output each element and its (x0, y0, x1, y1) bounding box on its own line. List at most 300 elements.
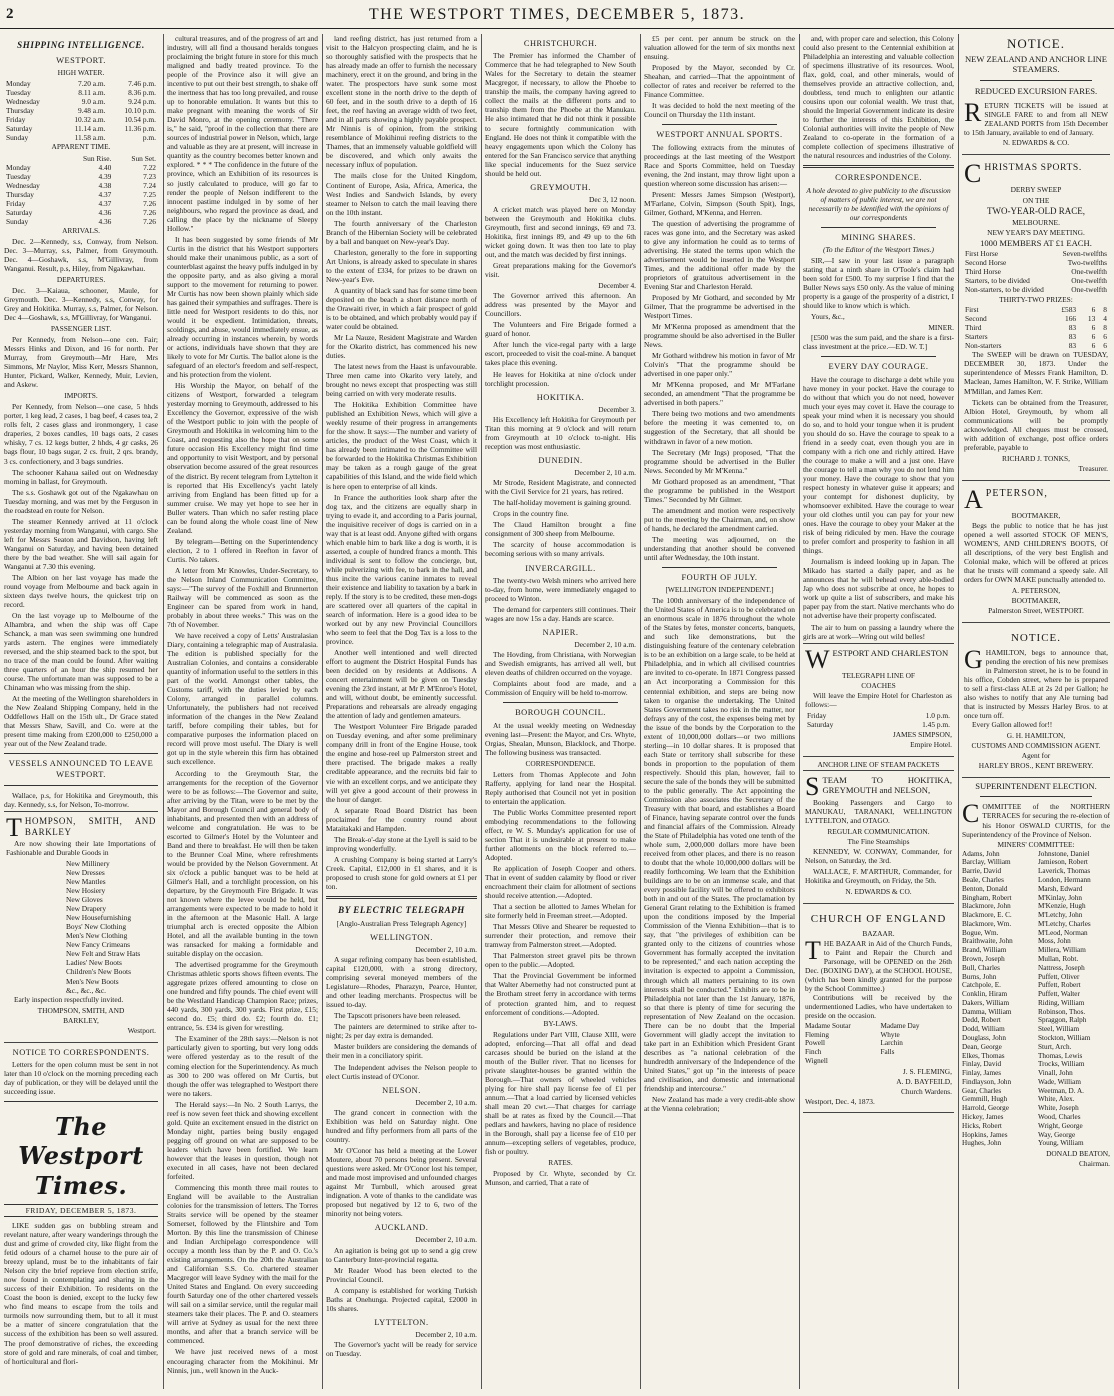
committee-name: Way, George (1038, 1130, 1076, 1139)
news-paragraph: cultural treasures, and of the progress of art and industry, will all find a thousand heralds tongues proclaiming the bright future in store for this much maligned and badly treated province. To the people of the Province also it will give an incentive to put out their best strength, to shake off the inertness that has too long prevailed, and rouse up to honorable emulation. It wants but this to make pregnant with meaning the words of Sir David Monro, at the opening ceremony. "There is," he said, "proof in the collection that there are sources of industrial power in Nelson, which, large and valuable as they are at present, will increase in quantity as the country becomes better known and explored. * * * The confidence in the future of the province, which an Exhibition of its resources is so justly calculated to produce, will go far to render the people of Nelson indifferent to the innocent pastime indulged in by some of her neighbours, who regard the province as dead, and calling the place by the nickname of Sleepy Hollow." (167, 34, 318, 233)
prize-row: Non-starters 83 6 6 (965, 341, 1107, 351)
peterson-addr: Palmerston Street, WESTPORT. (988, 606, 1084, 616)
nelson-heading: NELSON. (382, 1085, 421, 1095)
tsb-sig: THOMPSON, SMITH, AND (37, 1005, 125, 1015)
greymouth-date-2: December 4. (598, 281, 636, 291)
committee-name: Catchpole, E. (962, 981, 1001, 990)
page-number: 2 (6, 6, 14, 22)
auckland-heading: AUCKLAND. (374, 1223, 429, 1233)
committee-name: White, Joseph (1038, 1104, 1079, 1113)
auckland-date: December 2, 10 a.m. (415, 1235, 477, 1245)
committee-name: Gemmill, Hugh (962, 1095, 1008, 1104)
thompson-smith-barkley-ad: THOMPSON, SMITH, AND BARKLEY Are now showing their late Importations of Fashionable and Durable Goods in New Millinery New Dresses New Mantles New Hosiery New Gloves New Drapery New Housefurnishing Boys' New Clothing Men's New Clothing New Fancy Crimeans New Felt and Straw Hats Ladies' New Boots Children's New Boots Men's New Boots &c., &c., &c. Early inspection respectfully invited. THOMPSON, SMITH, AND BARKLEY, Westport. (4, 811, 158, 1043)
sun-row: Monday 4.40 7.22 (6, 162, 156, 172)
nelson-text: The grand concert in connection with the Exhibition was held on Saturday night. One hundred and fifty performers from all parts of the country. (326, 1107, 477, 1144)
tsb-item: Ladies' New Boots (66, 958, 122, 968)
wellington-text-5: The Independent advises the Nelson people to elect Curtis instead of O'Conor. (326, 1062, 477, 1081)
news-paragraph: A quantity of black sand has for some time been deposited on the beach a short distance north of the Orawaiti river, in which a fair prospect of gold is to be obtained, and which probably would pay if water could be obtained. (326, 285, 477, 331)
nelson-date: December 2, 10 a.m. (415, 1097, 477, 1107)
arrivals-heading: ARRIVALS. (62, 225, 100, 235)
bylaws-text: Regulations under Part VIII, Clause XIII, were adopted, enforcing—That all offal and dead carcases should be buried on the island at the mouth of the Buller river. That no licenses for private slaughter-houses be granted within the Borough.—That owners of wheeled vehicles plying for hire shall pay license fee of £1 per annum.—That a load carried by licensed vehicles shall mean 20 cwt.—That charges for carriage shall be at rates as fixed by the Council.—That pedlars and hawkers, having no place of residence in the Borough, shall pay a license fee of £10 per annum—excepting sellers of vegetables, produce, fish or poultry. (485, 1029, 636, 1156)
horse-row: First Horse Seven-twelfths (965, 249, 1107, 259)
superintendent-heading: SUPERINTENDENT ELECTION. (975, 780, 1097, 791)
tsb-item: New Fancy Crimeans (66, 940, 131, 950)
news-paragraph: In France the authorities look sharp after the dog tax, and the citizens are equally sharp in trying to evade it, and according to a Paris journal, the inquisitive receiver of dogs is carried on in a way that is at least odd. Anyone gifted with organs which enable him to bark like a dog is worth, it is asserted, a couple of hundred francs a month. This individual is sent to follow the concierge, but, while pulverizing with fee, to bark in the hall, and thus incite the various canine inmates to reveal their existence and liability to taxation by a bark in reply. If the story is to be credited, these men-dogs are scattered over all quarters of the capital in search of information. Here is a good idea to be worked out by any new Provincial Councillors who seem to feel that the Dog Tax is a loss to the province. (326, 492, 477, 647)
committee-name: Marsh, Edward (1038, 884, 1083, 893)
sun-row: Thursday 4.37 7.25 (6, 189, 156, 199)
exhibition-continued: and, with proper care and selection, this Colony could also present to the Centennial exhibition at Philadelphia an interesting and valuable collection of specimens illustrative of its resources. Wool, flax, gold, coal, and other minerals, would of themselves provide an attractive collection, and, doubtless, tend much to enlighten our atlantic cousins upon our colonial wealth. We trust that, should the Imperial Government indicate its desire to further the interests of this Exhibition, the Colonial authorities will invite the people of New Zealand to co-operate in the formation of a complete collection of specimens illustrative of the natural resources and industries of the Colony. (803, 34, 954, 161)
wellington-text-4: Master builders are considering the demands of their men in a conciliatory spirit. (326, 1042, 477, 1061)
lyttelton-text: The Governor's yacht will be ready for service on Tuesday. (326, 1340, 477, 1359)
news-paragraph: According to the Greymouth Star, the arrangements for the reception of the Governor were to be as follows:—The Governor and suite, after arriving by the Titan, were to be met by the Mayor and Borough Council and general body of inhabitants, and presented then with an address of welcome and congratulation. He was to be escorted to Gilmer's Hotel by the Volunteer and Band and there to breakfast. He will then be taken to the Brunner Coal Mine, where refreshments would be provided by the Nelson Government. At six o'clock a public banquet was to be held at Gilmer's Hall, and a torchlight procession, on his departure, by the Greymouth Fire Brigade. It was not known where the levee would be held, but arrangements were expected to be made to hold it in the afternoon at the Masonic Hall. A large triumphal arch is erected opposite the Albion Hotel, and all the available bunting in the town was ransacked for making a formidable and suitable display on the occasion. (167, 768, 318, 959)
rates-continued (644, 34, 795, 119)
tsb-intro: Are now showing their late Importations of Fashionable and Durable Goods in (6, 839, 156, 858)
prize-row: First £583 6 8 (965, 305, 1107, 315)
horse-row: Non-starters, to be divided One-twelfth (965, 285, 1107, 295)
news-paragraph: We have received a copy of Letts' Australasian Diary, containing a telegraphic map of Australasia. The edition is published specially for the Australian Colonies, and contains a considerable quantity of information useful to the settlers in this part of the world. Amongst other tables, the Customs tariff, with the duties levied by each Colony, arranged in parallel columns. Unfortunately, the publishers had not received information of the changes in the New Zealand tariff, before compiling their tables, but for comparative purposes the information placed on record will prove most useful. The Diary is well got up in the style wherein this firm has obtained such excellence. (167, 631, 318, 767)
sports-paragraph: Proposed by Mr Gothard, and seconded by Mr Gilmer, That the programme be advertised in the Westport Times. (644, 293, 795, 321)
invercargill-text-2: The demand for carpenters still continues. Their wages are now 15s a day. Hands are scarce. (485, 604, 636, 623)
dunedin-text: Mr Strode, Resident Magistrate, and connected with the Civil Service for 21 years, has retired. (485, 478, 636, 497)
sun-table (4, 154, 158, 226)
july-heading: FOURTH OF JULY. (681, 572, 758, 582)
prize-row: Second 166 13 4 (965, 314, 1107, 324)
sports-paragraph: Present: Messrs James Simpson (Westport), M'Farlane, Colvin, Simpson (South Spit), Ings, Gilmer, Gothard, M'Kenna, and Herren. (644, 189, 795, 217)
committee-name: Brown, Joseph (962, 954, 1005, 963)
invercargill-heading: INVERCARGILL. (525, 563, 596, 573)
courage-text: Have the courage to discharge a debt while you have money in your pocket. Have the courage to do without that which you do not need, however much your eyes may covet it. Have the courage to speak your mind when it is necessary you should do so, and to hold your tongue when it is prudent you should do so. Have the courage to speak to a friend in a seedy coat, even though you are in company with a rich one and richly attired. Have the courage to make a will and a just one. Have the courage to tell a man why you do not lend him your money. Have the courage to show that you respect honesty in whatever guise it appears; and your contempt for dishonest duplicity, by whomsoever exhibited. Have the courage to wear your old clothes until you can pay for your new ones. Have the courage to obey your Maker at the risk of being ridiculed by men. Have the courage to prefer comfort and prosperity to fashion in all things. (803, 374, 954, 556)
coach-ad: WESTPORT AND CHARLESTON TELEGRAPH LINE OF COACHES Will leave the Empire Hotel for Charleston as follows:— Friday 1.0 p.m. Saturday 1.45 p.m. JAMES SIMPSON, Empire Hotel. (803, 643, 954, 757)
committee-name: Hopkins, James (962, 1130, 1008, 1139)
mining-paragraphs (803, 256, 954, 321)
steam-wallace: WALLACE, F. M'ARTHUR, Commander, for Hokitika and Greymouth, on Friday, the 5th. (805, 867, 952, 886)
laundry-text: The air to hum on passing a laundry where the girls are at work—Wring out wild belles! (803, 622, 954, 641)
committee-name: Steel, William (1038, 1025, 1080, 1034)
rates-paragraph: £5 per cent. per annum be struck on the valuation allowed for the term of six months next ensuing. (644, 34, 795, 62)
sports-paragraph: There being two motions and two amendments before the meeting it was cemented to, on suggestion of the Secretary, that all should be withdrawn in favor of a new motion. (644, 409, 795, 446)
passenger-heading: PASSENGER LIST. (50, 324, 112, 334)
committee-name: Hickey, James (962, 1113, 1004, 1122)
departures-heading: DEPARTURES. (56, 274, 106, 284)
committee-name: M'Kinlay, John (1038, 893, 1082, 902)
news-paragraph: The s.s. Goshawk got out of the Ngakawhau on Tuesday morning, and was met by the Ferguson in the roadstead en route for Nelson. (4, 487, 158, 515)
napier-text-2: Complaints about food are made, and a Commission of Enquiry will be held to-morrow. (485, 679, 636, 698)
committee-name: Nattress, Joseph (1038, 963, 1085, 972)
departures-text: Dec. 3—Kaiaua, schooner, Maule, for Greymouth. Dec. 3—Kennedy, s.s, Conway, for Grey and Hokitika. Murray, s.s, Palmer, for Nelson. Dec 4—Goshawk, s.s, M'Gillivray, for Wanganui. (4, 285, 158, 323)
wellington-text: A sugar refining company has been established, capital £120,000, with a strong directory, comprising several moneyed members of the Legislature—Rhodes, Pharazyn, Pearce, Hunter, and other leading merchants. Prospectus will be issued to-day. (326, 955, 477, 1010)
committee-name: Mullan, Robt. (1038, 954, 1079, 963)
vessels-text: Wallace, p.s, for Hokitika and Greymouth, this day. Kennedy, s.s, for Nelson, To-morrow. (4, 790, 158, 809)
anchor-line-steamers: NEW ZEALAND AND ANCHOR LINE STEAMERS. (964, 53, 1108, 75)
tsb-item: New Housefurnishing (66, 913, 132, 923)
borough-paragraphs (485, 770, 636, 1017)
committee-name: Burns, John (962, 972, 997, 981)
tsb-item: Boys' New Clothing (66, 922, 127, 932)
leader-text: LIKE sudden gas on bubbling stream and revelant nature, after weary wanderings through the dust and grime of crowded city, like flight from the fetid odours of a charnel house to the pure air of breezy upland, must be to the inhabitants of fair Nelson city the brief reprieve from election strife, now found in contemplating and sharing in the success of their Exhibition. To residents on the Coast the boon is denied, except to the lucky few who find means to escape from the toils and turmoils now surrounding them, but to all it must be a matter of sincere congratulation that the success of the exhibition has been so well assured. The proof demonstrative of riches, the exceeding store of gold and rare minerals, of coal and timber, of horticultural and flori- (4, 1221, 158, 1366)
committee-name: Finlay, David (962, 1060, 1002, 1069)
sports-paragraph: The following extracts from the minutes of proceedings at the last meeting of the Westport Race and Sports Committee, held on Tuesday evening, the 2nd instant, may throw light upon a question whereon some discussion has arisen:— (644, 142, 795, 188)
committee-name: Douglass, John (962, 1034, 1006, 1042)
bazaar-contrib: Contributions will be received by the undermentioned Ladies, who have undertaken to preside on the occasion. (805, 992, 952, 1020)
tsb-item: Men's New Clothing (66, 931, 128, 941)
bazaar-head: CHURCH OF ENGLAND (810, 913, 947, 926)
lady-name: Madame Day (880, 1021, 920, 1030)
sports-paragraph: The question of advertising the programme of races was gone into, and the Secretary was asked to give any information he could as to terms of advertising. He stated the terms upon which the advertisement would be inserted in the Westport Times, and the additional offer made by the proprietors of gratuitous advertisement in the Evening Star and Charleston Herald. (644, 218, 795, 291)
sports-paragraph: The amendment and motion were respectively put to the meeting by the Chairman, and, on show of hands, he declared the amendment carried. (644, 505, 795, 533)
notice-2: NOTICE. (1010, 632, 1062, 645)
sun-row: Sunday 4.36 7.26 (6, 216, 156, 226)
high-water-row: Tuesday 8.11 a.m. 8.36 p.m. (6, 88, 156, 98)
news-paragraph: The advertised programme for the Greymouth Christmas athletic sports shows fifteen events. The aggregate prizes offered amounting to close on one hundred and fifty pounds. The chief event will be the Westland Handicap Champion Race; prizes, 440 yards, 300 yards, 300 yards. First prize, £15; second do. £5; third do. £2; fourth do. £1; entrance, 5s. £34 is given for wrestling. (167, 960, 318, 1033)
committee-name: London, Hermann (1038, 875, 1091, 884)
news-paragraph: The Albion on her last voyage has made the round voyage from Melbourne and back again in sixteen days twelve hours, the quickest trip on record. (4, 572, 158, 609)
tonks-sig: RICHARD J. TONKS, (1002, 453, 1070, 463)
auckland-text-2: Mr Reader Wood has been elected to the Provincial Council. (326, 1265, 477, 1284)
coach-row: Friday 1.0 p.m. (807, 710, 950, 720)
lady-name: Madame Soutar (805, 1021, 851, 1030)
bazaar-sig2: A. D. BAYFEILD, (896, 1076, 952, 1086)
hokitika-heading: HOKITIKA. (536, 392, 585, 402)
committee-name: Laverick, Thomas (1038, 867, 1091, 876)
greymouth-text-3: The Governor arrived this afternoon. An address was presented by the Mayor and Councillors. (485, 291, 636, 319)
steam-fine: The Fine Steamships (847, 836, 910, 846)
news-paragraph: Charleston, generally to the fore in supporting Art Unions, is already asked to speculate in shares to the extent of £334, for prizes to be drawn on New-year's Eve. (326, 247, 477, 284)
christchurch-heading: CHRISTCHURCH. (523, 39, 598, 48)
sports-paragraph: The Secretary (Mr Ings) proposed, "That the programme should be advertised in the Buller News. Seconded by Mr M'Kenna." (644, 447, 795, 475)
sun-row: Tuesday 4.39 7.23 (6, 171, 156, 181)
prizes-heading: THIRTY-TWO PRIZES: (999, 295, 1073, 305)
tsb-early: Early inspection respectfully invited. (14, 994, 124, 1004)
coach-head: ESTPORT AND CHARLESTON (832, 647, 949, 658)
committee-name: Stockton, William (1038, 1034, 1091, 1042)
committee-name: Wright, George (1038, 1121, 1083, 1130)
on-the: ON THE (1022, 195, 1050, 205)
customs-agent: CUSTOMS AND COMMISSION AGENT. (971, 740, 1101, 750)
news-paragraph: At the meeting of the Wellington shareholders in the New Zealand Shipping Company, held in the Oddfellows Hall on the 15th ult., Dr Grace stated that Messrs Shaw, Savill, and Co. were at the present time making from £200,000 to £250,000 a year out of the New Zealand trade. (4, 694, 158, 749)
committee-name: Dean, George (962, 1042, 1002, 1051)
return-ticket-ad: RETURN TICKETS will be issued at SINGLE FARE to and from all NEW ZEALAND PORTS from 15th December to 15th January, available to end of January. N. EDWARDS & CO. (962, 97, 1110, 155)
bazaar-date: Westport, Dec. 4, 1873. (805, 1096, 875, 1106)
column-3-paragraphs (326, 34, 477, 891)
greymouth-text-2: Great preparations making for the Governor's visit. (485, 261, 636, 280)
napier-text: The Hovding, from Christiana, with Norwegian and Swedish emigrants, has arrived all well, but eleven deaths of children occurred on the voyage. (485, 650, 636, 678)
issue-date: FRIDAY, DECEMBER 5, 1873. (4, 1204, 158, 1217)
sports-paragraph: Mr Gothard proposed as an amendment, "That the programme be published in the Westport Times." Seconded by Mr Gilmer. (644, 476, 795, 504)
column-3 (326, 34, 477, 1389)
committee-name: Findlayson, John (962, 1077, 1012, 1086)
sports-paragraph: Mr M'Kenna proposed as amendment that the programme should be also advertised in the Buller News. (644, 322, 795, 350)
committee-name: Benton, Donald (962, 884, 1008, 893)
tsb-item: New Gloves (66, 895, 103, 905)
tsb-item-list (6, 859, 156, 994)
lady-name: Wignell (805, 1057, 828, 1065)
mining-heading: MINING SHARES. (841, 232, 916, 242)
news-paragraph: A letter from Mr Knowles, Under-Secretary, to the Nelson Inland Communication Committee, says:—"The survey of the Foxhill and Brunnerton Railway will be commenced as soon as the Engineer can be spared from work in hand, probably in about three weeks." This was on the 7th of November. (167, 565, 318, 629)
committee-name: Young, William (1038, 1139, 1084, 1148)
news-paragraph: Another well intentioned and well directed effort to augment the District Hospital Funds has been decided on by residents at Addisons. A concert entertainment will be given on Tuesday evening the 23rd instant, at Mr P. M'Enroe's Hotel, and will, without doubt, be eminently successful. Preparations and rehearsals are already engaging the attention of lady and gentlemen amateurs. (326, 648, 477, 721)
tsb-place: Westport. (127, 1025, 156, 1035)
sports-paragraph: The meeting was adjourned, on the understanding that another should be convened until after Wednesday, the 10th instant. (644, 534, 795, 562)
greymouth-text-4: The Volunteers and Fire Brigade formed a guard of honor. (485, 320, 636, 339)
committee-name: Bull, Charles (962, 963, 1000, 972)
news-paragraph: The mails close for the United Kingdom, Continent of Europe, Asia, Africa, America, the West Indies and Sandwich Islands, by every steamer to Nelson to catch the mail leaving there on the 10th instant. (326, 171, 477, 217)
rates-heading: RATES. (548, 1158, 573, 1168)
bazaar-ad: CHURCH OF ENGLAND BAZAAR. THE BAZAAR in Aid of the Church Funds, to Paint and Repair the Church and Parsonage, will be OPENED on the 26th Dec. (BOXING DAY), at the SCHOOL HOUSE, (which has been kindly granted for the purpose by the School Committee.) Contributions will be received by the undermentioned Ladies, who have undertaken to preside on the occasion. Madame Soutar Fleming Powell Finch Wignell Madame Day Whyte Larchin Falls J. S. FLEMING, A. D. BAYFEILD, Church Wardens. Westport, Dec. 4, 1873. (803, 907, 954, 1113)
sweep-tickets: Tickets can be obtained from the Treasurer, Albion Hotel, Greymouth, by whom all communications will be promptly acknowledged. All cheques must be crossed, with addition of exchange, post office orders preferable, payable to (964, 397, 1108, 452)
christmas-sports-ad: CHRISTMAS SPORTS. DERBY SWEEP ON THE TWO-YEAR-OLD RACE, MELBOURNE. NEW YEAR'S DAY MEETING. 1000 MEMBERS AT £1 EACH. First Horse Seven-twelfths Second Horse Two-twelfths Third Horse One-twelfth Starters, to be divided One-twelfth Non-starters, to be divided One-twelfth THIRTY-TWO PRIZES: First £583 6 8 Second 166 13 4 Third 83 6 8 Starters 83 6 6 Non-starters 83 6 6 The SWEEP will be drawn on TUESDAY, DECEMBER 30, 1873. Under the superintendence of Messrs Frank Hamilton, D. Maclean, James Hamilton, W. F. Strike, William M'Millan, and James Kerr. Tickets can be obtained from the Treasurer, Albion Hotel, Greymouth, by whom all communications will be promptly acknowledged. All cheques must be crossed, with addition of exchange, post office orders preferable, payable to RICHARD J. TONKS, Treasurer. (962, 158, 1110, 480)
tsb-item: New Millinery (66, 859, 110, 869)
apparent-time-heading: APPARENT TIME. (51, 142, 111, 152)
greymouth-text: A cricket match was played here on Monday between the Greymouth and Hokitika clubs. Greymouth, first and second innings, 69 and 73. Hokitika, first innings 89, and 49 up to the 6th wicket going down. It was then too late to play out, and the match was decided by first innings. (485, 204, 636, 260)
telegraph-heading: BY ELECTRIC TELEGRAPH (338, 904, 465, 915)
high-water-row: Saturday 11.14 a.m. 11.36 p.m. (6, 124, 156, 134)
correspondence-heading: CORRESPONDENCE. (835, 173, 922, 183)
lady-name: Finch (805, 1048, 822, 1057)
borough-paragraph: That the Provincial Government be informed that Walter Abernethy had not constructed punt at the Brotham street ferry in accordance with terms of protection granted him, and to request enforcement of conditions.—Adopted. (485, 971, 636, 1017)
news-paragraph: It has been suggested by some friends of Mr Curtis in the district that his Westport supporters should make their unanimous public, as a sort of counterblast against the heavy puffs indulged in by the opposite party, and as also giving a moral support to the movement for returning to power. Mr Curtis has now been shown plainly which side has gained their sympathies and suffrages. There is little need for Westport residents to do this, nor would it be expedient. Intimidation, threats, scoldings, and abuse, would immediately ensue, as already occurring in instances wherein, by words or actions, individuals have shown that they are likely to vote for Mr Curtis. The ballot alone is the safeguard of an elector's freedom and self-respect, and his protection from the violent. (167, 234, 318, 380)
high-water-row: Sunday 11.58 a.m. p.m. (6, 133, 156, 143)
high-water-row: Friday 10.32 a.m. 10.54 p.m. (6, 115, 156, 125)
bylaws-heading: BY-LAWS. (543, 1018, 578, 1028)
news-paragraph: Commencing this month three mail routes to England will be available to the Australian colonies for the transmission of letters. The Torres Straits service will be opened by the steamer Somerset, followed by the Flintshire and Tom Morton. By this line the transmission of Chinese and Indian Archipelago correspondence will occupy a month less than by the P. and O. Co.'s existing arrangements. On the 20th the Australian and Californian S.S. Co. chartered steamer Macgregor will leave Sydney with the mail for the United States and England. On every succeeding fourth Saturday one of the other chartered vessels will sail on a similar service, until the regular mail steamers take their places. The P. and O. steamers will arrive at Sydney as usual for the next three months, and after that a branch service will be commenced. (167, 1182, 318, 1346)
column-rule (799, 34, 800, 1389)
anchor-line-heading: ANCHOR LINE OF STEAM PACKETS (817, 759, 940, 769)
july-source: [WELLINGTON INDEPENDENT.] (665, 585, 774, 595)
dunedin-text-4: The Claud Hamilton brought a fine consignment of 300 sheep from Melbourne. (485, 520, 636, 539)
wellington-text-2: The Tapscott prisoners have been released. (334, 1011, 461, 1021)
column-6 (803, 34, 954, 1389)
steam-regular: REGULAR COMMUNICATION. (827, 826, 930, 836)
column-rule (481, 34, 482, 1389)
borough-text: At the usual weekly meeting on Wednesday evening last—Present: the Mayor, and Crs. Whyte, Orgias, Shealan, Munson, Blacklock, and Thorpe. The following business was transacted. (485, 720, 636, 757)
tsb-item: New Hosiery (66, 886, 106, 896)
steam-kennedy: KENNEDY, W. CONWAY, Commander, for Nelson, on Saturday, the 3rd. (805, 847, 952, 866)
greymouth-heading: GREYMOUTH. (530, 182, 591, 192)
greymouth-date: Dec 3, 12 noon. (588, 194, 636, 204)
port-heading: WESTPORT. (56, 55, 106, 65)
committee-name: Dodd, William (962, 1025, 1005, 1034)
sweep-drawn: The SWEEP will be drawn on TUESDAY, DECEMBER 30, 1873. Under the superintendence of Messrs Frank Hamilton, D. Maclean, James Hamilton, W. F. Strike, William M'Millan, and James Kerr. (964, 350, 1108, 396)
high-water-table (4, 79, 158, 142)
news-paragraph: We have just received news of a most encouraging character from the Mokihinui. Mr Ninnis, jun., well known in the Auck- (167, 1347, 318, 1375)
coach-line: Will leave the Empire Hotel for Charleston as follows:— (805, 690, 952, 709)
peterson-sig2: BOOTMAKER, (1011, 596, 1061, 606)
high-water-row: Monday 7.20 a.m. 7.46 p.m. (6, 79, 156, 89)
committee-name: Robinson, Thos. (1038, 1007, 1086, 1016)
borough-paragraph: Re application of Joseph Cooper and others. That in event of sudden calamity by flood or river encroachment their claim for allotment of sections should receive attention.—Adopted. (485, 864, 636, 901)
mining-note: [£500 was the sum paid, and the share is a first-class investment at the price.—ED. W. T.] (803, 333, 954, 352)
imports-heading: IMPORTS. (64, 391, 98, 401)
news-paragraph: On the last voyage up to Melbourne of the Alhambra, and when the ship was off Cape Schanck, a man was seen swimming one hundred yards astern. The engines were immediately reversed, and the ship steamed back to the spot, but no trace of the man could be found. After waiting three quarters of an hour the ship resumed her course. The unfortunate man was supposed to be a Chinaman who was missing from the ship. (4, 611, 158, 693)
news-paragraph: The Break-o'-day stone at the Lyell is said to be improving wonderfully. (326, 834, 477, 853)
peterson-ad: APETERSON, BOOTMAKER, Begs the public to notice that he has just opened a well assorted STOCK OF MEN'S, WOMEN'S, AND CHILDREN'S BOOTS, Of all descriptions, of the very best English and Colonial make, which will be offered at prices that he trusts will command a speedy sale. All orders for OWN MAKE punctually attended to. A. PETERSON, BOOTMAKER, Palmerston Street, WESTPORT. (962, 484, 1110, 623)
tsb-item: New Dresses (66, 868, 105, 878)
nelson-text-2: Mr O'Conor has held a meeting at the Lower Moutere, about 70 persons being present. Several questions were asked. Mr O'Conor lost his temper, and made most improvised and unfounded charges against Mr Turnbull, which aroused great indignation. A vote of thanks to the candidate was proposed but negatived by 12 to 6, two of the minority not being voters. (326, 1145, 477, 1219)
bazaar-role: Church Wardens. (901, 1086, 952, 1096)
sports-paragraph: Mr M'Kenna proposed, and Mr M'Farlane seconded, an amendment "That the programme be advertised in both papers." (644, 380, 795, 408)
sports-paragraphs (644, 143, 795, 562)
dunedin-text-2: The half-holiday movement is gaining ground. (493, 498, 631, 508)
committee-name: Harrold, George (962, 1104, 1009, 1113)
column-rule (322, 34, 323, 1389)
greymouth-text-5: After lunch the vice-regal party with a large escort, proceeded to visit the coal-mine. A banquet takes place this evening. (485, 340, 636, 368)
sun-row: Sun Rise. Sun Set. (83, 153, 156, 163)
committee-name: Spraggon, Ralph (1038, 1016, 1087, 1025)
dunedin-text-5: The scarcity of house accommodation is becoming serious with so many arrivals. (485, 540, 636, 559)
two-year: TWO-YEAR-OLD RACE, (987, 205, 1085, 216)
committee-name: Weetman, D. A. (1038, 1086, 1084, 1095)
steam-sub: Booking Passengers and Cargo to MANUKAU, TARANAKI, WELLINGTON LYTTELTON, and OTAGO. (805, 797, 952, 825)
horse-row: Second Horse Two-twelfths (965, 258, 1107, 268)
committee-name: Puffett, Robert (1038, 981, 1081, 990)
bazaar-text: HE BAZAAR in Aid of the Church Funds, to Paint and Repair the Church and Parsonage, will be OPENED on the 26th Dec. (BOXING DAY), at the SCHOOL HOUSE, (which has been kindly granted for the purpose by the School Committee.) (805, 938, 952, 993)
news-paragraph: The schooner Kahaua sailed out on Wednesday morning in ballast, for Greymouth. (4, 467, 158, 486)
column-rule (958, 34, 959, 1389)
high-water-row: Wednesday 9.0 a.m. 9.24 p.m. (6, 97, 156, 107)
beaton-sig: DONALD BEATON, (1046, 1149, 1110, 1159)
july-paragraphs (644, 596, 795, 1113)
mining-to: (To the Editor of the Westport Times.) (823, 245, 934, 255)
shipping-paragraphs (4, 468, 158, 749)
rates-paragraph: Proposed by the Mayor, seconded by Cr. Sheahan, and carried—That the appointment of collector of rates and receiver be referred to the Finance Committee. (644, 63, 795, 100)
prize-row: Starters 83 6 6 (965, 332, 1107, 342)
committee-name: Damma, William (962, 1007, 1012, 1016)
committee-name: Bingham, Robert (962, 893, 1012, 902)
steam-ad: STEAM TO HOKITIKA, GREYMOUTH and NELSON, Booking Passengers and Cargo to MANUKAU, TARANAKI, WELLINGTON LYTTELTON, and OTAGO. REGULAR COMMUNICATION. The Fine Steamships KENNEDY, W. CONWAY, Commander, for Nelson, on Saturday, the 3rd. WALLACE, F. M'ARTHUR, Commander, for Hokitika and Greymouth, on Friday, the 5th. N. EDWARDS & CO. (803, 770, 954, 904)
news-paragraph: A crushing Company is being started at Larry's Creek. Capital, £12,000 in £1 shares, and it is proposed to crush stone for gold owners at £1 per ton. (326, 854, 477, 891)
committee-name: Vinall, John (1038, 1069, 1073, 1078)
notice-heading: NOTICE. (1007, 36, 1065, 51)
peterson-sig: A. PETERSON, (1011, 586, 1061, 596)
committee-name: Jamieson, Robert (1038, 858, 1088, 867)
christchurch-text: The Premier has informed the Chamber of Commerce that he had telegraphed to New South Wales for the Secretary to detain the steamer Macgregor, if necessary, to allow the Phoebe to tranship the mails, the company having agreed to collect the mails at the different ports and to tranship them from the Phoebe at the Manukau. He also intimated that he did not think it possible to secure fortnightly communication with England. He does not think it compatible with the heavy engagements upon which the Colony has entered for the San Francisco service that anything like special inducements for the Suez service should be held out. (485, 51, 636, 178)
committee-name: Blackmore, Wm. (962, 919, 1012, 928)
committee-name: Johnstone, Daniel (1038, 849, 1090, 858)
agent-for: Agent for (1021, 750, 1051, 760)
horse-row: Starters, to be divided One-twelfth (965, 276, 1107, 286)
lady-name: Larchin (880, 1039, 903, 1048)
sports-paragraph: Mr Gothard withdrew his motion in favor of Mr Colvin's "That the programme should be advertised in one paper only." (644, 351, 795, 379)
committee-name: Elkes, Thomas (962, 1051, 1005, 1060)
committee-name: Riding, William (1038, 998, 1085, 1007)
chairman: Chairman. (1079, 1159, 1110, 1169)
news-paragraph: land reefing district, has just returned from a visit to the Halcyon prospecting claim, and he is so thoroughly satisfied with the prospects that he has already made an offer to furnish the necessary machinery, erect it on the ground, and bring in the water. The prospectors have sunk some most excellent stone in the north drive to the depth of 60 feet, and in the south drive to a depth of 16 feet, the reef having an average width of two feet, and in all parts showing a highly payable prospect. Mr Ninnis is of opinion, from the striking resemblance of Mokihinui reefing districts to the Thames, that an immensely valuable goldfield will be discovered, and which only awaits the necessary influx of population. (326, 34, 477, 170)
news-paragraph: The Herald says:—In No. 2 South Larrys, the reef is now seven feet thick and showing excellent gold. Quite an excitement ensued in the district on Monday night, parties being busily engaged pegging off ground on what are supposed to be leaders which have been fortified. We learn however that the leases in question, though not executed in all cases, have not been declared forfeited. (167, 1099, 318, 1181)
lady-name: Fleming (805, 1030, 829, 1039)
tsb-name: HOMPSON, SMITH, AND BARKLEY (24, 816, 156, 837)
borough-paragraph: That Messrs Olive and Shearer be requested to surrender their protection, and remove their tramway from Palmerston street.—Adopted. (485, 922, 636, 950)
column-2-paragraphs (167, 34, 318, 1375)
dunedin-heading: DUNEDIN. (538, 455, 583, 465)
committee-name: M'Letchy, John (1038, 911, 1083, 920)
committee-name: Blackmore, John (962, 902, 1011, 911)
july-paragraph: The 100th anniversary of the independence of the United States of America is to be celebrated on an enormous scale in 1876 throughout the whole of the States by fetes, monster concerts, banquets, and such like demonstrations, but the distinguishing feature of the centenary celebration is to be an exhibition on a large scale, to be held at Philadelphia, and in which all civilised countries are invited to co-operate. In 1871 Congress passed an Act incorporating a Commission for this centennial exhibition, and steps are being now taken to organise the undertaking. The United States Government takes no risk in the matter, nor defrays any of the cost, the expenses being met by the issue of the bonds by the Corporation to the extent of 10,000,000 dollars—or two millions sterling—in 10 dollar shares. It is proposed that each State or territory shall subscribe for these bonds in proportion to the population of them respectively. Should this plan, however, fail to secure the sale of the bonds they will be submitted to the public generally. The Act appointing the Commission also associates the Secretary of the Treasury with that board, and establishes a Board of Finance, having separate control over the funds and financial affairs of the Commission. Already the State of Philadelphia has voted one tenth of the whole sum, 2,000,000 dollars more have been received from other places, and there is no reason to doubt that the whole 10,000,000 dollars will be readily forthcoming. We learn that the Exhibition buildings are to be on an immense scale, and that every possible facility will be offered to exhibitors both in and out of the States. The proclamation by General Grant relating to the Exhibition is framed upon the conditions imposed by the Imperial Commission of the Vienna Exhibition—that is to say, that "the privileges of exhibition can be granted only to the citizens of countries whose Government has formally accepted the invitation to be represented," and each nation accepting the invitation is expected to appoint a Commission, through which all matters pertaining to its own interests shall be conducted." Exhibits are to be in Philadelphia not later than the 1st January, 1876, so that there is plenty of time for securing the representation of New Zealand on the occasion. There can be no doubt that the Imperial Government will gladly accept the invitation to take part in an Exhibition which President Grant describes as "a national celebration of the hundredth anniversary of the Independence of the United States," got up "in the interests of peace and civilisation, and domestic and international friendship and intercourse." (644, 596, 795, 1093)
committee-name: Barclay, William (962, 858, 1011, 867)
steam-head: TEAM TO HOKITIKA, GREYMOUTH and NELSON, (822, 774, 952, 796)
sun-row: Friday 4.37 7.26 (6, 198, 156, 208)
greymouth-text-6: He leaves for Hokitika at nine o'clock under torchlight procession. (485, 369, 636, 388)
prize-table (964, 305, 1108, 350)
borough-heading: BOROUGH COUNCIL. (515, 708, 606, 718)
borough-paragraph: That a section be allotted to James Whelan for site formerly held in Freeman street.—Adopted. (485, 902, 636, 921)
column-rule (163, 34, 164, 1389)
hokitika-text: His Excellency left Hokitika for Greymouth per Titan this morning at 9 o'clock and will return from Greymouth at 10 o'clock to-night. His reception was most enthusiastic. (485, 414, 636, 451)
column-7: NOTICE. NEW ZEALAND AND ANCHOR LINE STEAMERS. REDUCED EXCURSION FARES. RETURN TICKETS will be issued at SINGLE FARE to and from all NEW ZEALAND PORTS from 15th December to 15th January, available to end of January. N. EDWARDS & CO. CHRISTMAS SPORTS. DERBY SWEEP ON THE TWO-YEAR-OLD RACE, MELBOURNE. NEW YEAR'S DAY MEETING. 1000 MEMBERS AT £1 EACH. First Horse Seven-twelfths Second Horse Two-twelfths Third Horse One-twelfth Starters, to be divided One-twelfth Non-starters, to be divided One-twelfth THIRTY-TWO PRIZES: First £583 6 8 Second 166 13 4 Third 83 6 8 Starters 83 6 6 Non-starters 83 6 6 The SWEEP will be drawn on TUESDAY, DECEMBER 30, 1873. Under the superintendence of Messrs Frank Hamilton, D. Maclean, James Hamilton, W. F. Strike, William M'Millan, and James Kerr. Tickets can be obtained from the Treasurer, Albion Hotel, Greymouth, by whom all communications will be promptly acknowledged. All cheques must be crossed, with addition of exchange, post office orders preferable, payable to RICHARD J. TONKS, Treasurer. APETERSON, BOOTMAKER, Begs the public to notice that he has just opened a well assorted STOCK OF MEN'S, WOMEN'S, AND CHILDREN'S BOOTS, Of all descriptions, of the very best English and Colonial make, which will be offered at prices that he trusts will command a speedy sale. All orders for OWN MAKE punctually attended to. A. PETERSON, BOOTMAKER, Palmerston Street, WESTPORT. NOTICE. GHAMILTON, begs to announce that, pending the erection of his new premises in Palmerston street, he is to be found in his office, Cobden street, where he is prepared to sell a first-class ALE at 2s 2d per Gallon; he also wishes to notify that any Ale turning bad that is instructed by Messrs Harley Bros. to at once turn off. Every Gallon allowed for!! G. H. HAMILTON, CUSTOMS AND COMMISSION AGENT. Agent for HARLEY BROS., KENT BREWERY. SUPERINTENDENT ELECTION. COMMITTEE of the NORTHERN TERRACES for securing the re-election of his Honor OSWALD CURTIS, for the Superintendency of the Province of Nelson. MINERS' COMMITTEE: Adams, John Barclay, William Barrie, David Beale, Charles Benton, Donald Bingham, Robert Blackmore, John Blackmore, E. C. Blackmore, Wm. Bogue, Wm. Braithwaite, John Brand, William Brown, Joseph Bull, Charles Burns, John Catchpole, E. Conklin, Hiram Dakers, William Damma, William Dedd, Robert Dodd, William Douglass, John Dean, George Elkes, Thomas Finlay, David Finlay, James Findlayson, John Gear, Charles Gemmill, Hugh Harrold, George Hickey, James Hicks, Robert Hopkins, James Hughes, John Johnstone, Daniel Jamieson, Robert Laverick, Thomas London, Hermann Marsh, Edward M'Kinlay, John M'Kenzie, Hugh M'Letchy, John M'Letchy, Charles M'Leod, Norman Moss, John Millera, William Mullan, Robt. Nattress, Joseph Puffett, Oliver Puffett, Robert Puffett, Walter Riding, William Robinson, Thos. Spraggon, Ralph Steel, William Stockton, William Sturt, Arch. Thomas, Lewis Trocks, William Vinall, John Wade, William Weetman, D. A. White, Alex. White, Joseph Wood, Charles Wright, George Way, George Young, William DONALD BEATON, Chairman. (962, 36, 1110, 1169)
bootmaker: BOOTMAKER, (1011, 510, 1061, 520)
borough-corr-heading: CORRESPONDENCE. (525, 758, 596, 768)
new-year: NEW YEAR'S DAY MEETING. (987, 227, 1085, 237)
notice-correspondents-heading: NOTICE TO CORRESPONDENTS. (12, 1047, 150, 1057)
committee-name: Beale, Charles (962, 875, 1004, 884)
news-paragraph: The fourth anniversary of the Charleston Branch of the Hibernian Society will be celebrated by a ball and banquet on New-year's Day. (326, 218, 477, 246)
news-paragraph: His Worship the Mayor, on behalf of the citizens of Westport, forwarded a telegram yesterday morning to Greymouth, addressed to his Excellency the Governor, expressive of the wish of the Westport public to join with the people of Greymouth and Hokitika in welcoming him to the Coast, and requesting also the hope that on some future occasion His Excellency might find time and opportunity to visit Westport, and by personal observation become assured of the great resources of the district. By recent telegram from Lyttelton it is reported that His Excellency's yacht lately arriving from England has been fitted up for a summer cruise. We may yet hope to see her in Buller waters. Than which no safer resting place can be found along the whole coast line of New Zealand. (167, 381, 318, 535)
return-sig: N. EDWARDS & CO. (1002, 138, 1070, 148)
imports-text: Per Kennedy, from Nelson—one case, 5 hhds porter, 1 keg lead, 2 cases, 1 bag beef, 4 cases tea, 2 rolls felt, 2 cases glass and ironmongery, 1 case draperies, 2 boxes candles, 10 bags oats, 2 cases whisky, 7 cs. 12 kegs butter, 2 hhds, 4 gr casks, 26 bags flour, 10 bags sugar, 2 cs. fruit, 2 qrs. brandy, 3 cs. confectionery, and 3 bags sundries. (4, 402, 158, 466)
passenger-text: Per Kennedy, from Nelson—one cen. Fair; Messrs Hinks and Dixon, and 16 for north. Per Murray, from Greymouth—Mr Hare, Mrs Simmons, Mr Naylor, Miss Kerr, Messrs Shannon, Hunter, Pickard, Walker, Kennedy, Muir, Levien, and Askew. (4, 335, 158, 390)
vessels-heading: VESSELS ANNOUNCED TO LEAVE WESTPORT. (8, 759, 154, 779)
auckland-text-3: A company is established for working Turkish Baths at Onehunga. Projected capital, £2000 in 10s shares. (326, 1285, 477, 1313)
tsb-item: Men's New Boots (66, 976, 119, 986)
coach-row: Saturday 1.45 p.m. (807, 719, 950, 729)
lyttelton-heading: LYTTELTON. (374, 1317, 429, 1327)
committee-text: OMMITTEE of the NORTHERN TERRACES for securing the re-election of his Honor OSWALD CURTIS, for the Superintendency of the Province of Nelson. (962, 802, 1110, 839)
coach-sig: JAMES SIMPSON, (892, 729, 952, 739)
lyttelton-date: December 2, 10 a.m. (415, 1329, 477, 1339)
committee-name: M'Kenzie, Hugh (1038, 902, 1086, 911)
wellington-text-3: The painters are determined to strike after to-night; 2s per day extra is demanded. (326, 1022, 477, 1041)
committee-name: White, Alex. (1038, 1095, 1075, 1104)
wellington-date: December 2, 10 a.m. (415, 945, 477, 955)
news-paragraph: By telegram—Betting on the Superintendency election, 2 to 1 offered in Reefton in favor of Curtis. No takers. (167, 536, 318, 564)
miners-names (962, 850, 1110, 1149)
xmas-head: HRISTMAS SPORTS. (984, 162, 1082, 174)
column-rule (640, 34, 641, 1389)
committee-name: Dakers, William (962, 998, 1010, 1007)
coach-sub: TELEGRAPH LINE OF (841, 670, 916, 680)
news-paragraph: Mr La Nauze, Resident Magistrate and Warden for the Okarito district, has commenced his new duties. (326, 333, 477, 361)
derby-sweep: DERBY SWEEP (1010, 185, 1062, 195)
notice-correspondents-text: Letters for the open column must be sent in not later than 10 o'clock on the morning preceding each day of publication, or they will be delayed until the succeeding issue. (4, 1059, 158, 1097)
sun-row: Saturday 4.36 7.26 (6, 207, 156, 217)
auckland-text: An agitation is being got up to send a gig crew to Canterbury Inter-provincial regatta. (326, 1245, 477, 1264)
dunedin-text-3: Crops in the country fine. (493, 509, 569, 519)
hokitika-date: December 3. (598, 404, 636, 414)
bazaar-sub: BAZAAR. (862, 928, 895, 938)
committee-name: Conklin, Hiram (962, 990, 1008, 999)
tsb-item: New Mantles (66, 877, 106, 887)
lady-name: Powell (805, 1039, 825, 1048)
hamilton-text: HAMILTON, begs to announce that, pending the erection of his new premises in Palmerston street, he is to be found in his office, Cobden street, where he is prepared to sell a first-class ALE at 2s 2d per Gallon; he also wishes to notify that any Ale turning bad that is instructed by Messrs Harley Bros. to at once turn off. (964, 647, 1108, 720)
tsb-item: New Felt and Straw Hats (66, 949, 141, 959)
news-paragraph: The latest news from the Haast is unfavourable. Three men came into Okarito very lately, and brought no news except that prospecting was still being carried on with very moderate results. (326, 362, 477, 399)
committee-name: Puffett, Walter (1038, 990, 1080, 999)
bazaar-ladies (805, 1022, 952, 1066)
melbourne: MELBOURNE. (1012, 217, 1060, 227)
borough-paragraph: The Public Works Committee presented report embodying recommendations to the following effect, re W. S. Munday's application for use of section That it is undesirable at present to make further allotments on the block referred to.—Adopted. (485, 807, 636, 863)
committee-name: Finlay, James (962, 1069, 1002, 1078)
news-paragraph: The steamer Kennedy arrived at 11 o'clock yesterday morning from Wanganui, with cargo. She left for Messrs Seaton and Davidson, having left Wanganui on Saturday, and having been detained there by the bad weather. She will sail again for Wanganui at 7.30 this evening. (4, 516, 158, 571)
reduced-fares: REDUCED EXCURSION FARES. (974, 85, 1098, 96)
committee-name: Wood, Charles (1038, 1113, 1081, 1122)
dunedin-date: December 2, 10 a.m. (574, 468, 636, 478)
shipping-heading: SHIPPING INTELLIGENCE. (17, 40, 145, 50)
tsb-sig2: BARKLEY, (63, 1015, 99, 1025)
committee-name: Braithwaite, John (962, 937, 1013, 946)
committee-name: Bogue, Wm. (962, 928, 999, 937)
committee-name: Adams, John (962, 849, 1000, 858)
rates-paragraph: It was decided to hold the next meeting of the Council on Thursday the 11th instant. (644, 101, 795, 120)
coach-times (805, 711, 952, 729)
